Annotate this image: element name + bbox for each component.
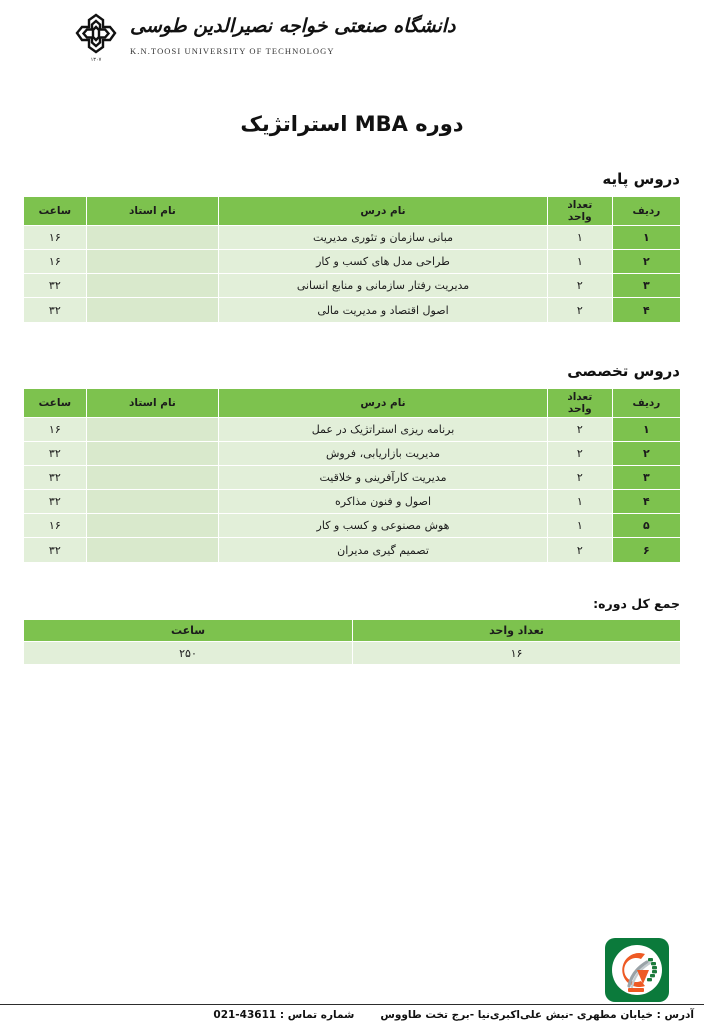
cell-ostad: [86, 514, 219, 538]
cell-ostad: [86, 274, 219, 298]
cell-dars: اصول اقتصاد و مدیریت مالی: [218, 298, 547, 322]
section-heading-specialized: دروس تخصصی: [567, 362, 680, 380]
table-row: [24, 514, 680, 538]
summary-table: [24, 620, 680, 664]
footer-address: آدرس : خیابان مطهری -نبش علی‌اکبری‌نیا -برج تخت طاووس: [380, 1009, 694, 1021]
table-row: [24, 418, 680, 442]
cell-ostad: [86, 250, 219, 274]
basic-courses-table: [24, 197, 680, 322]
university-name-fa: دانشگاه صنعتی خواجه نصیرالدین طوسی: [130, 15, 456, 37]
cell-dars: مدیریت رفتار سازمانی و منابع انسانی: [218, 274, 547, 298]
footer-phone-number: 021-43611: [213, 1009, 277, 1021]
cell-saat: ۱۶: [24, 226, 86, 250]
cell-vahed: ۲: [547, 418, 612, 442]
footer-phone-label: شماره تماس :: [276, 1009, 355, 1021]
content-area: [0, 170, 704, 664]
cell-dars: اصول و فنون مذاکره: [218, 490, 547, 514]
emblem-year: ۱۳۰۷: [90, 57, 102, 63]
table-header-row: [24, 197, 680, 226]
col-header-radif: ردیف: [612, 197, 680, 226]
university-names: [130, 10, 456, 56]
page-title: دوره MBA استراتژیک: [240, 112, 464, 136]
cell-dars: هوش مصنوعی و کسب و کار: [218, 514, 547, 538]
summary-value-vahed: ۱۶: [352, 642, 680, 664]
cell-saat: ۳۲: [24, 274, 86, 298]
footer-logo-wrap: [605, 938, 669, 1002]
col-header-radif: ردیف: [612, 389, 680, 418]
col-header-saat: ساعت: [24, 197, 86, 226]
cell-radif: ۴: [612, 490, 680, 514]
cell-vahed: ۲: [547, 466, 612, 490]
cell-radif: ۳: [612, 466, 680, 490]
table-row: [24, 490, 680, 514]
cell-saat: ۱۶: [24, 250, 86, 274]
specialized-courses-table: [24, 389, 680, 562]
summary-value-row: [24, 642, 680, 664]
footer-bar: [0, 1006, 704, 1024]
col-header-ostad: نام استاد: [86, 389, 219, 418]
cell-saat: ۳۲: [24, 538, 86, 562]
cell-dars: مدیریت کارآفرینی و خلاقیت: [218, 466, 547, 490]
cell-ostad: [86, 538, 219, 562]
col-header-dars: نام درس: [218, 389, 547, 418]
summary-label: جمع کل دوره:: [593, 596, 680, 611]
summary-col-header-vahed: تعداد واحد: [352, 620, 680, 642]
cell-ostad: [86, 226, 219, 250]
section-heading-basic: دروس پایه: [602, 170, 680, 188]
university-name-en: K.N.TOOSI UNIVERSITY OF TECHNOLOGY: [130, 45, 335, 56]
summary-value-saat: ۲۵۰: [24, 642, 352, 664]
summary-col-header-saat: ساعت: [24, 620, 352, 642]
cell-radif: ۲: [612, 250, 680, 274]
cell-ostad: [86, 298, 219, 322]
cell-saat: ۳۲: [24, 466, 86, 490]
cell-ostad: [86, 418, 219, 442]
footer-divider: [0, 1004, 704, 1005]
cell-dars: مبانی سازمان و تئوری مدیریت: [218, 226, 547, 250]
cell-vahed: ۲: [547, 538, 612, 562]
table-row: [24, 298, 680, 322]
cell-radif: ۶: [612, 538, 680, 562]
cell-vahed: ۱: [547, 226, 612, 250]
cell-radif: ۱: [612, 226, 680, 250]
table-row: [24, 250, 680, 274]
cell-radif: ۳: [612, 274, 680, 298]
cell-vahed: ۲: [547, 274, 612, 298]
table-row: [24, 274, 680, 298]
summary-header-row: [24, 620, 680, 642]
page-header: [0, 0, 704, 66]
cell-dars: برنامه ریزی استراتژیک در عمل: [218, 418, 547, 442]
cell-saat: ۱۶: [24, 514, 86, 538]
cell-saat: ۳۲: [24, 442, 86, 466]
cell-vahed: ۲: [547, 298, 612, 322]
cell-radif: ۵: [612, 514, 680, 538]
col-header-dars: نام درس: [218, 197, 547, 226]
cell-radif: ۱: [612, 418, 680, 442]
cell-ostad: [86, 442, 219, 466]
col-header-ostad: نام استاد: [86, 197, 219, 226]
cell-dars: مدیریت بازاریابی، فروش: [218, 442, 547, 466]
cell-vahed: ۲: [547, 442, 612, 466]
cell-ostad: [86, 490, 219, 514]
footer-phone: [213, 1009, 354, 1021]
geometric-star-knot-icon: [70, 10, 122, 66]
col-header-vahed: تعداد واحد: [547, 197, 612, 226]
cell-vahed: ۱: [547, 250, 612, 274]
col-header-saat: ساعت: [24, 389, 86, 418]
table-row: [24, 442, 680, 466]
cell-radif: ۲: [612, 442, 680, 466]
cell-saat: ۳۲: [24, 490, 86, 514]
table-row: [24, 538, 680, 562]
table-row: [24, 466, 680, 490]
cell-dars: تصمیم گیری مدیران: [218, 538, 547, 562]
cell-ostad: [86, 466, 219, 490]
table-row: [24, 226, 680, 250]
cell-dars: طراحی مدل های کسب و کار: [218, 250, 547, 274]
cell-saat: ۳۲: [24, 298, 86, 322]
university-logo-block: [70, 10, 456, 66]
cell-vahed: ۱: [547, 514, 612, 538]
cell-radif: ۴: [612, 298, 680, 322]
cell-saat: ۱۶: [24, 418, 86, 442]
col-header-vahed: تعداد واحد: [547, 389, 612, 418]
cell-vahed: ۱: [547, 490, 612, 514]
company-swoosh-gear-logo: [605, 938, 669, 1002]
table-header-row: [24, 389, 680, 418]
